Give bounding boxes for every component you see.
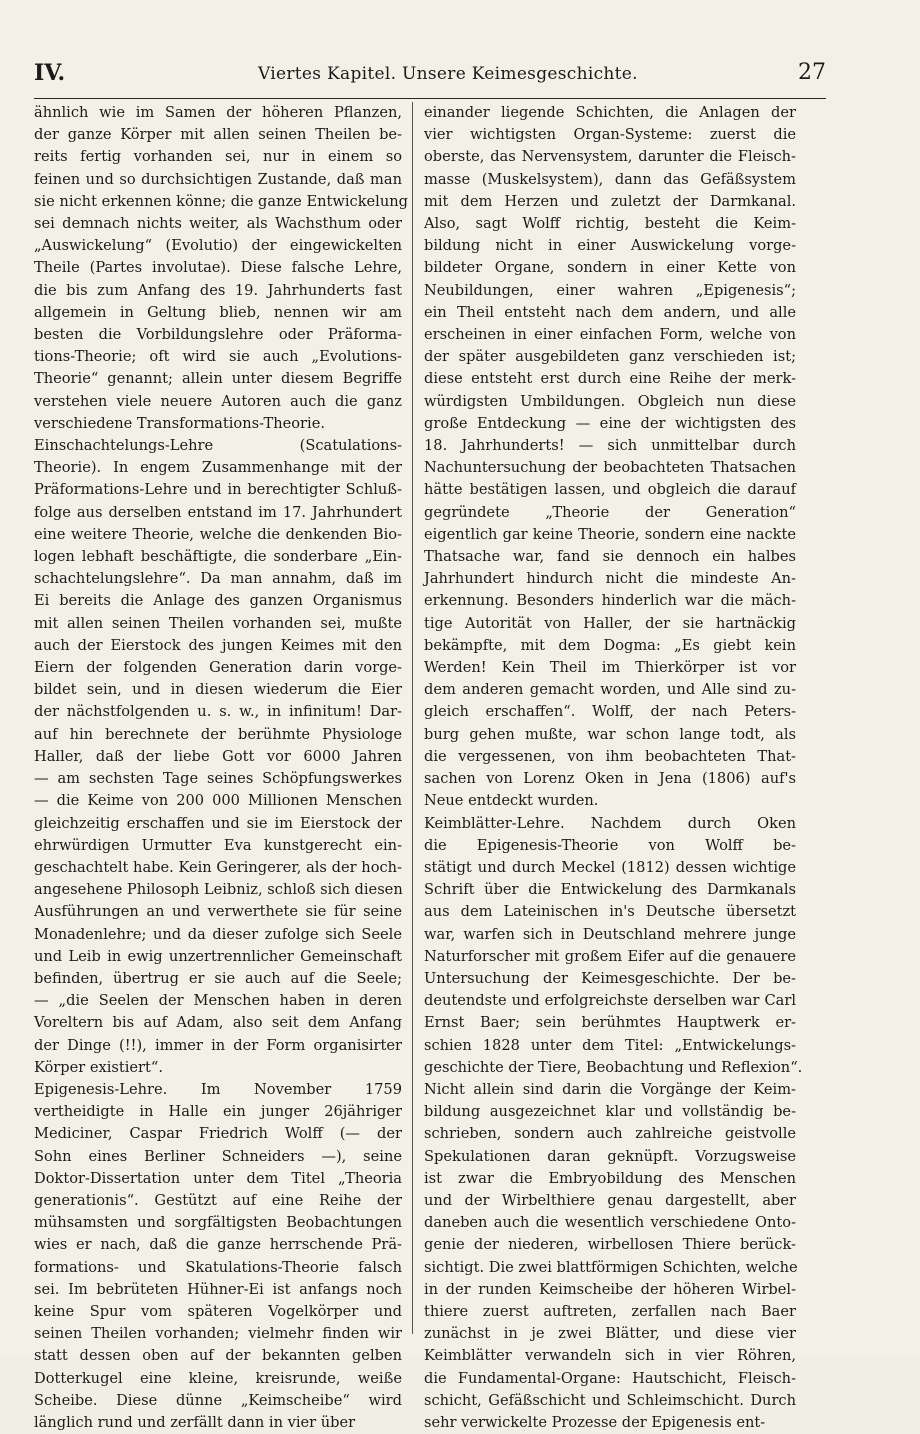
text-line: erscheinen in einer einfachen Form, welche von	[424, 326, 796, 344]
text-line: gleichzeitig erschaffen und sie im Eierstock der	[34, 814, 402, 832]
page-number: 27	[798, 60, 826, 85]
text-line: besten die Vorbildungslehre oder Präforma-	[34, 326, 402, 344]
text-line: aus dem Lateinischen in's Deutsche übersetzt	[424, 903, 796, 921]
running-header	[34, 58, 826, 99]
text-line: hätte bestätigen lassen, und obgleich die darauf	[424, 481, 796, 499]
text-line: ehrwürdigen Urmutter Eva kunstgerecht ein-	[34, 836, 402, 854]
text-line: Monadenlehre; und da dieser zufolge sich Seele	[34, 925, 402, 943]
text-line: Ausführungen an und verwerthete sie für seine	[34, 903, 402, 921]
text-line: mit allen seinen Theilen vorhanden sei, mußte	[34, 614, 402, 632]
text-line: Theorie). In engem Zusammenhange mit der	[34, 459, 402, 477]
text-line: keine Spur vom späteren Vogelkörper und	[34, 1302, 402, 1320]
text-line: burg gehen mußte, war schon lange todt, als	[424, 725, 796, 743]
text-line: Neubildungen, einer wahren „Epigenesis“;	[424, 281, 796, 299]
text-line: 18. Jahrhunderts! — sich unmittelbar durch	[424, 437, 796, 455]
text-line: formations- und Skatulations-Theorie falsch	[34, 1258, 402, 1276]
text-line: bildeter Organe, sondern in einer Kette von	[424, 259, 796, 277]
text-line: Präformations-Lehre und in berechtigter Schluß-	[34, 481, 402, 499]
text-line: Ernst Baer; sein berühmtes Hauptwerk er-	[424, 1014, 796, 1032]
text-line: und Leib in ewig unzertrennlicher Gemeinschaft	[34, 947, 402, 965]
text-line: länglich rund und zerfällt dann in vier über	[34, 1413, 356, 1431]
text-line: generationis“. Gestützt auf eine Reihe der	[34, 1191, 402, 1209]
text-line: der Dinge (!!), immer in der Form organisirter	[34, 1036, 402, 1054]
text-line: — „die Seelen der Menschen haben in deren	[34, 992, 402, 1010]
text-line: dem anderen gemacht worden, und Alle sind zu-	[424, 681, 796, 699]
running-title: Viertes Kapitel. Unsere Keimesgeschichte.	[258, 64, 638, 84]
text-line: auf hin berechnete der berühmte Physiologe	[34, 725, 402, 743]
text-line: der ganze Körper mit allen seinen Theilen be-	[34, 126, 402, 144]
text-line: mit dem Herzen und zuletzt der Darmkanal.	[424, 192, 796, 210]
text-line: einander liegende Schichten, die Anlagen der	[424, 104, 796, 121]
text-line: genie der niederen, wirbellosen Thiere berück-	[424, 1236, 796, 1254]
text-line: sachen von Lorenz Oken in Jena (1806) auf's	[424, 770, 796, 788]
text-line: sehr verwickelte Prozesse der Epigenesis ent-	[424, 1413, 766, 1431]
text-line: Theorie“ genannt; allein unter diesem Begriffe	[34, 370, 402, 388]
text-line: sichtigt. Die zwei blattförmigen Schichten, welche	[424, 1258, 798, 1276]
text-line: würdigsten Umbildungen. Obgleich nun diese	[424, 392, 796, 410]
text-line: Einschachtelungs-Lehre (Scatulations-	[34, 437, 402, 455]
chapter-roman-numeral: IV.	[34, 60, 66, 86]
text-line: vier wichtigsten Organ-Systeme: zuerst die	[424, 126, 796, 144]
text-line: bildung nicht in einer Auswickelung vorge-	[424, 237, 796, 255]
text-line: Eiern der folgenden Generation darin vorge-	[34, 659, 402, 677]
text-line: die vergessenen, von ihm beobachteten That-	[424, 747, 796, 765]
text-line: Werden! Kein Theil im Thierkörper ist vor	[424, 659, 796, 677]
text-line: erkennung. Besonders hinderlich war die mäch-	[424, 592, 796, 610]
left-text-column	[34, 102, 408, 1431]
text-line: Nicht allein sind darin die Vorgänge der Keim-	[424, 1080, 796, 1098]
text-line: thiere zuerst auftreten, zerfallen nach Baer	[424, 1302, 796, 1320]
text-line: schien 1828 unter dem Titel: „Entwickelungs-	[424, 1036, 796, 1054]
text-line: und der Wirbelthiere genau dargestellt, aber	[424, 1191, 796, 1209]
text-line: sei demnach nichts weiter, als Wachsthum oder	[34, 215, 402, 233]
text-line: Ei bereits die Anlage des ganzen Organismus	[34, 592, 402, 610]
text-line: Nachuntersuchung der beobachteten Thatsachen	[424, 459, 796, 477]
text-line: bildung ausgezeichnet klar und vollständig be-	[424, 1103, 796, 1121]
text-line: angesehene Philosoph Leibniz, schloß sich diesen	[34, 881, 403, 899]
text-line: bildet sein, und in diesen wiederum die Eier	[34, 681, 402, 699]
text-line: in der runden Keimscheibe der höheren Wirbel-	[424, 1280, 796, 1298]
text-line: Epigenesis-Lehre. Im November 1759	[34, 1080, 402, 1098]
text-line: allgemein in Geltung blieb, nennen wir am	[34, 303, 402, 321]
text-line: diese entsteht erst durch eine Reihe der merk-	[424, 370, 796, 388]
text-line: große Entdeckung — eine der wichtigsten des	[424, 414, 796, 432]
text-line: geschichte der Tiere, Beobachtung und Reflexion“.	[424, 1058, 803, 1076]
text-line: eine weitere Theorie, welche die denkenden Bio-	[34, 525, 402, 543]
text-line: bekämpfte, mit dem Dogma: „Es giebt kein	[424, 636, 796, 654]
text-line: war, warfen sich in Deutschland mehrere junge	[424, 925, 796, 943]
text-line: Also, sagt Wolff richtig, besteht die Keim-	[424, 215, 796, 233]
text-line: Keimblätter verwandeln sich in vier Röhren,	[424, 1347, 796, 1365]
text-line: Haller, daß der liebe Gott vor 6000 Jahren	[34, 747, 402, 765]
text-line: Spekulationen daran geknüpft. Vorzugsweise	[424, 1147, 796, 1165]
text-line: ähnlich wie im Samen der höheren Pflanzen,	[34, 104, 402, 121]
text-line: folge aus derselben entstand im 17. Jahrhundert	[34, 503, 402, 521]
text-line: daneben auch die wesentlich verschiedene Onto-	[424, 1214, 796, 1232]
text-line: logen lebhaft beschäftigte, die sonderbare „Ein-	[34, 548, 402, 566]
text-line: Doktor-Dissertation unter dem Titel „Theoria	[34, 1169, 402, 1187]
text-line: geschachtelt habe. Kein Geringerer, als der hoch-	[34, 858, 402, 876]
text-line: ein Theil entsteht nach dem andern, und alle	[424, 303, 796, 321]
text-line: verstehen viele neuere Autoren auch die ganz	[34, 392, 402, 410]
text-line: Theile (Partes involutae). Diese falsche Lehre,	[34, 259, 402, 277]
text-line: ist zwar die Embryobildung des Menschen	[424, 1169, 796, 1187]
text-line: der nächstfolgenden u. s. w., in infinitum! Dar-	[34, 703, 402, 721]
text-line: stätigt und durch Meckel (1812) dessen wichtige	[424, 858, 796, 876]
text-line: Voreltern bis auf Adam, also seit dem Anfang	[34, 1014, 402, 1032]
text-line: die bis zum Anfang des 19. Jahrhunderts fast	[34, 281, 402, 299]
text-line: sie nicht erkennen könne; die ganze Entwickelung	[34, 192, 408, 210]
text-line: verschiedene Transformations-Theorie.	[34, 414, 325, 432]
text-line: mühsamsten und sorgfältigsten Beobachtungen	[34, 1214, 402, 1232]
text-line: Neue entdeckt wurden.	[424, 792, 599, 810]
text-line: statt dessen oben auf der bekannten gelben	[34, 1347, 402, 1365]
text-line: masse (Muskelsystem), dann das Gefäßsystem	[424, 170, 796, 188]
text-line: tige Autorität von Haller, der sie hartnäckig	[424, 614, 796, 632]
text-line: sei. Im bebrüteten Hühner-Ei ist anfangs noch	[34, 1280, 402, 1298]
text-line: Jahrhundert hindurch nicht die mindeste An-	[424, 570, 796, 588]
column-divider	[412, 102, 413, 1334]
text-line: feinen und so durchsichtigen Zustande, daß man	[34, 170, 402, 188]
text-line: schrieben, sondern auch zahlreiche geistvolle	[424, 1125, 796, 1143]
text-line: seinen Theilen vorhanden; vielmehr finden wir	[34, 1325, 402, 1343]
text-line: Schrift über die Entwickelung des Darmkanals	[424, 881, 796, 899]
text-line: wies er nach, daß die ganze herrschende Prä-	[34, 1236, 402, 1254]
text-line: die Epigenesis-Theorie von Wolff be-	[424, 836, 796, 854]
text-line: befinden, übertrug er sie auch auf die Seele;	[34, 969, 402, 987]
text-line: auch der Eierstock des jungen Keimes mit den	[34, 636, 402, 654]
text-line: Körper existiert“.	[34, 1058, 163, 1076]
text-line: vertheidigte in Halle ein junger 26jähriger	[34, 1103, 402, 1121]
text-line: gleich erschaffen“. Wolff, der nach Peters-	[424, 703, 796, 721]
text-line: Naturforscher mit großem Eifer auf die genauere	[424, 947, 796, 965]
text-line: Untersuchung der Keimesgeschichte. Der be-	[424, 969, 796, 987]
text-line: Sohn eines Berliner Schneiders —), seine	[34, 1147, 402, 1165]
text-line: die Fundamental-Organe: Hautschicht, Fleisch-	[424, 1369, 796, 1387]
text-line: Thatsache war, fand sie dennoch ein halbes	[424, 548, 796, 566]
text-line: reits fertig vorhanden sei, nur in einem so	[34, 148, 402, 166]
text-line: Mediciner, Caspar Friedrich Wolff (— der	[34, 1125, 402, 1143]
text-line: oberste, das Nervensystem, darunter die Fleisch-	[424, 148, 796, 166]
text-line: eigentlich gar keine Theorie, sondern eine nackte	[424, 525, 796, 543]
text-line: „Auswickelung“ (Evolutio) der eingewickelten	[34, 237, 402, 255]
text-line: Dotterkugel eine kleine, kreisrunde, weiße	[34, 1369, 402, 1387]
text-line: Scheibe. Diese dünne „Keimscheibe“ wird	[34, 1391, 402, 1409]
text-line: tions-Theorie; oft wird sie auch „Evolutions-	[34, 348, 402, 366]
text-line: deutendste und erfolgreichste derselben war Carl	[424, 992, 796, 1010]
text-line: gegründete „Theorie der Generation“	[424, 503, 796, 521]
text-line: schachtelungslehre“. Da man annahm, daß im	[34, 570, 402, 588]
text-line: der später ausgebildeten ganz verschieden ist;	[424, 348, 796, 366]
text-line: Keimblätter-Lehre. Nachdem durch Oken	[424, 814, 796, 832]
text-line: zunächst in je zwei Blätter, und diese vier	[424, 1325, 796, 1343]
text-line: — die Keime von 200 000 Millionen Menschen	[34, 792, 402, 810]
text-line: schicht, Gefäßschicht und Schleimschicht. Durch	[424, 1391, 796, 1409]
text-line: — am sechsten Tage seines Schöpfungswerkes	[34, 770, 402, 788]
right-text-column	[424, 102, 803, 1431]
